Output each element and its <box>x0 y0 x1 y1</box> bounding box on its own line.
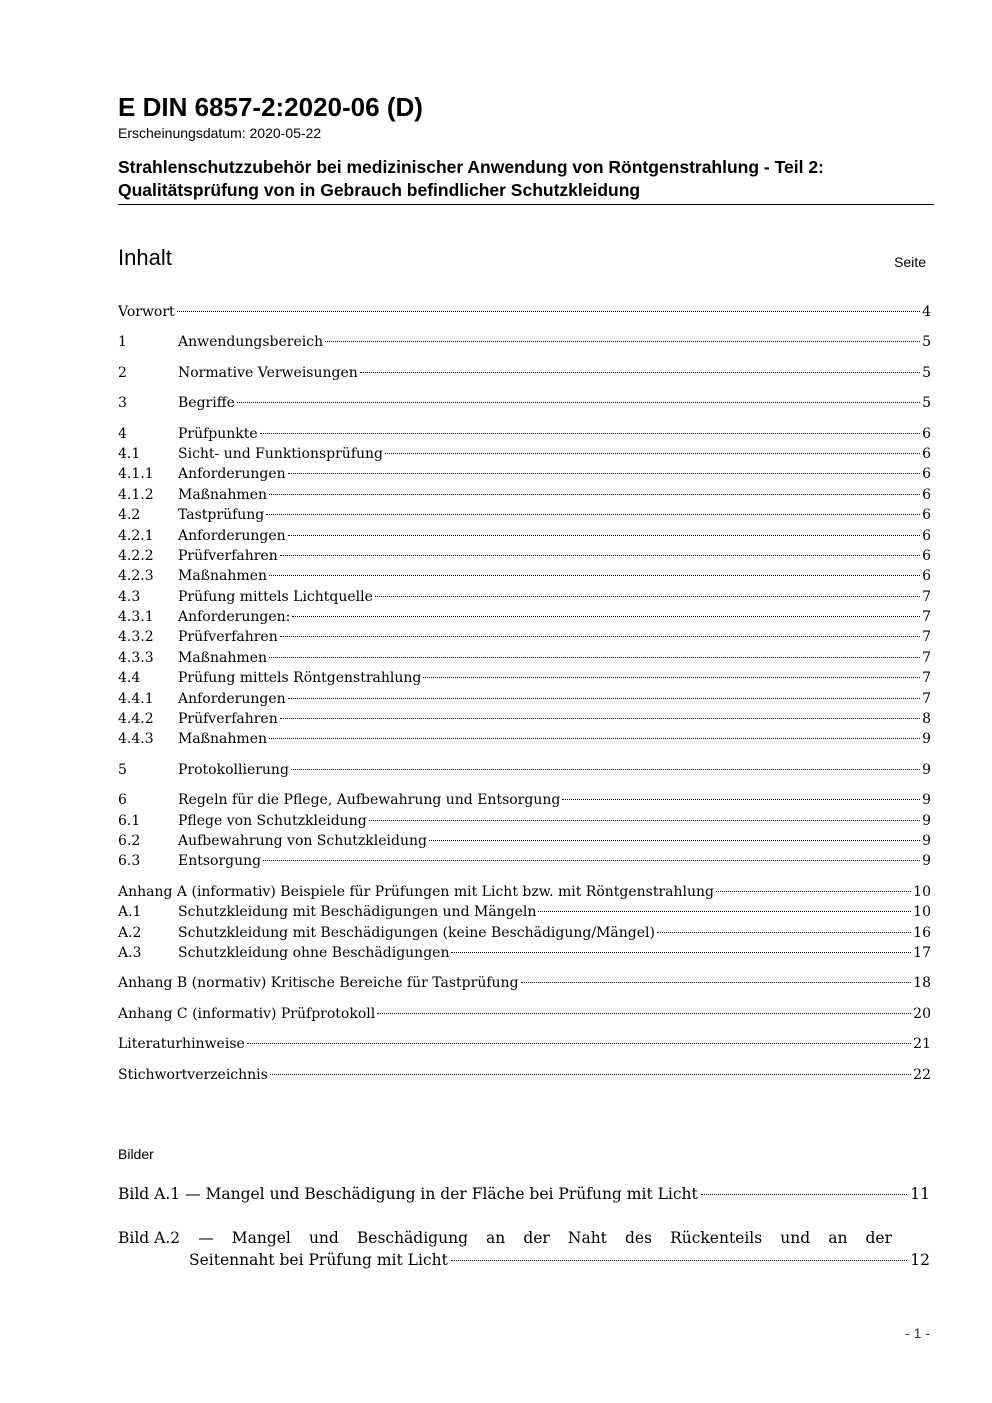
toc-entry-page: 5 <box>922 334 931 351</box>
dot-leader <box>369 820 920 821</box>
dot-leader <box>288 473 920 474</box>
dot-leader <box>562 799 920 800</box>
toc-entry-page: 6 <box>922 425 931 442</box>
toc-entry-title: Anforderungen <box>178 527 286 544</box>
toc-heading: Inhalt <box>118 245 172 270</box>
toc-entry-page: 17 <box>913 944 931 961</box>
toc-entry[interactable] <box>118 526 931 546</box>
toc-entry[interactable] <box>118 1034 931 1054</box>
toc-entry-title: Anhang B (normativ) Kritische Bereiche für Tastprüfung <box>118 975 519 992</box>
figure-title-word: Rückenteils <box>670 1229 763 1247</box>
toc-entry[interactable] <box>118 505 931 525</box>
toc-entry-page: 5 <box>922 395 931 412</box>
figure-title-word: Naht <box>567 1229 607 1247</box>
toc-entry-number: 4.2.3 <box>118 568 154 585</box>
toc-entry[interactable] <box>118 1004 931 1024</box>
figure-title: Bild A.1 — Mangel und Beschädigung in der Fläche bei Prüfung mit Licht <box>118 1185 698 1203</box>
toc-entry-title: Entsorgung <box>178 853 262 870</box>
dot-leader <box>270 1074 911 1075</box>
dot-leader <box>325 341 920 342</box>
toc-entry-number: 4.4.3 <box>118 731 154 748</box>
dot-leader <box>237 402 920 403</box>
toc-entry-number: 4 <box>118 425 127 442</box>
figure-title-word: der <box>523 1229 550 1247</box>
toc-entry-page: 7 <box>922 588 931 605</box>
toc-entry[interactable] <box>118 943 931 963</box>
toc-entry-title: Anforderungen <box>178 690 286 707</box>
toc-entry[interactable] <box>118 811 931 831</box>
toc-page-column-label: Seite <box>894 254 926 270</box>
toc-entry[interactable] <box>118 882 931 902</box>
toc-entry-title: Stichwortverzeichnis <box>118 1066 268 1083</box>
figure-entry[interactable] <box>118 1183 930 1205</box>
toc-entry-page: 7 <box>922 649 931 666</box>
toc-header <box>118 245 926 275</box>
toc-entry-page: 7 <box>922 670 931 687</box>
toc-entry-page: 16 <box>913 924 931 941</box>
dot-leader <box>269 738 920 739</box>
toc-entry-page: 6 <box>922 486 931 503</box>
toc-entry-page: 6 <box>922 568 931 585</box>
toc-entry-number: 4.4.2 <box>118 711 154 728</box>
dot-leader <box>269 657 920 658</box>
dot-leader <box>280 555 920 556</box>
toc-entry-page: 10 <box>913 883 931 900</box>
toc-entry[interactable] <box>118 464 931 484</box>
toc-entry[interactable] <box>118 831 931 851</box>
toc-entry-number: 4.2.1 <box>118 527 154 544</box>
toc-entry-title: Protokollierung <box>178 761 289 778</box>
dot-leader <box>451 1260 907 1261</box>
figure-page: 12 <box>910 1251 930 1269</box>
document-header <box>118 92 934 205</box>
toc-entry[interactable] <box>118 689 931 709</box>
figure-title-word: Mangel <box>231 1229 291 1247</box>
toc-entry-page: 10 <box>913 904 931 921</box>
dot-leader <box>292 616 920 617</box>
toc-entry-page: 4 <box>922 304 931 320</box>
toc-entry-number: 4.2.2 <box>118 547 154 564</box>
figure-page: 11 <box>910 1185 930 1203</box>
toc-entry-title: Prüfpunkte <box>178 425 258 442</box>
toc-entry-title: Prüfverfahren <box>178 711 278 728</box>
dot-leader <box>263 860 920 861</box>
toc-entry[interactable] <box>118 363 931 383</box>
toc-entry[interactable] <box>118 424 931 444</box>
dot-leader <box>269 575 920 576</box>
toc-entry-number: 4.1.1 <box>118 466 154 483</box>
toc-entry-number: 6.1 <box>118 812 141 829</box>
toc-entry-title: Prüfung mittels Lichtquelle <box>178 588 373 605</box>
toc-entry-number: 5 <box>118 761 127 778</box>
toc-entry-number: 4.2 <box>118 507 141 524</box>
toc-entry-number: 4.1 <box>118 445 141 462</box>
toc-entry-title: Anhang A (informativ) Beispiele für Prüfungen mit Licht bzw. mit Röntgenstrahlung <box>118 883 714 900</box>
toc-entry-title: Literaturhinweise <box>118 1036 245 1053</box>
figure-title-word: an <box>486 1229 506 1247</box>
toc-entry-title: Schutzkleidung mit Beschädigungen und Mängeln <box>178 904 537 921</box>
dot-leader <box>260 433 920 434</box>
toc-entry-title: Aufbewahrung von Schutzkleidung <box>178 832 427 849</box>
dot-leader <box>538 911 911 912</box>
toc-entry-title: Schutzkleidung mit Beschädigungen (keine Beschädigung/Mängel) <box>178 924 655 941</box>
toc-entry[interactable] <box>118 760 931 780</box>
toc-entry[interactable] <box>118 332 931 352</box>
toc-entry-title: Prüfung mittels Röntgenstrahlung <box>178 670 422 687</box>
figure-title-word: und <box>308 1229 339 1247</box>
toc-entry[interactable] <box>118 607 931 627</box>
toc-entry[interactable] <box>118 546 931 566</box>
toc-entry-number: 4.4.1 <box>118 690 154 707</box>
dot-leader <box>177 311 920 312</box>
toc-entry[interactable] <box>118 485 931 505</box>
toc-entry[interactable] <box>118 444 931 464</box>
toc-entry-number: 6.2 <box>118 832 141 849</box>
toc-entry-title: Prüfverfahren <box>178 547 278 564</box>
toc-entry-title: Maßnahmen <box>178 649 267 666</box>
dot-leader <box>377 1013 911 1014</box>
figure-title-word: der <box>865 1229 892 1247</box>
toc-entry-page: 6 <box>922 527 931 544</box>
toc-entry[interactable] <box>118 627 931 647</box>
figure-title-word: — <box>198 1229 214 1247</box>
toc-entry-number: 4.1.2 <box>118 486 154 503</box>
dot-leader <box>451 952 911 953</box>
dot-leader <box>247 1043 911 1044</box>
toc-entry-title: Maßnahmen <box>178 731 267 748</box>
toc-entry-page: 22 <box>913 1066 931 1083</box>
toc-entry-title: Anforderungen: <box>178 609 291 626</box>
toc-entry-number: 4.3.2 <box>118 629 154 646</box>
toc-entry[interactable] <box>118 393 931 413</box>
dot-leader <box>280 636 920 637</box>
toc-entry-number: A.1 <box>118 904 142 921</box>
toc-entry[interactable] <box>118 790 931 810</box>
page-number: - 1 - <box>905 1325 930 1341</box>
dot-leader <box>423 677 920 678</box>
toc-entry-page: 18 <box>913 975 931 992</box>
toc-entry[interactable] <box>118 668 931 688</box>
dot-leader <box>375 596 920 597</box>
toc-entry-title: Vorwort <box>118 304 175 320</box>
toc-entry-title: Sicht- und Funktionsprüfung <box>178 445 383 462</box>
figure-title-word: an <box>828 1229 848 1247</box>
figure-title-line-2: Seitennaht bei Prüfung mit Licht <box>189 1251 448 1269</box>
toc-entry[interactable] <box>118 923 931 943</box>
figure-title-word: des <box>624 1229 653 1247</box>
toc-entry-page: 8 <box>922 711 931 728</box>
dot-leader <box>280 718 920 719</box>
dot-leader <box>429 840 920 841</box>
toc-entry-page: 9 <box>922 812 931 829</box>
toc-entry-title: Tastprüfung <box>178 507 265 524</box>
toc-entry-title: Normative Verweisungen <box>178 364 358 381</box>
figure-title-word: und <box>780 1229 811 1247</box>
toc-entry[interactable] <box>118 302 931 322</box>
publication-date: Erscheinungsdatum: 2020-05-22 <box>118 125 322 141</box>
toc-entry[interactable] <box>118 587 931 607</box>
toc-entry-title: Begriffe <box>178 395 235 412</box>
figures-heading: Bilder <box>118 1146 154 1162</box>
toc-entry-number: A.3 <box>118 944 142 961</box>
toc-entry[interactable] <box>118 851 931 871</box>
document-title: Strahlenschutzzubehör bei medizinischer Anwendung von Röntgenstrahlung - Teil 2: Qualitätsprüfung von in Gebrauch befindlicher Schutzkleidung <box>118 156 934 205</box>
toc-entry-page: 6 <box>922 445 931 462</box>
dot-leader <box>521 982 912 983</box>
toc-entry-number: 4.3.1 <box>118 609 154 626</box>
dot-leader <box>360 372 920 373</box>
toc-entry-title: Regeln für die Pflege, Aufbewahrung und Entsorgung <box>178 792 561 809</box>
toc-entry-page: 21 <box>913 1036 931 1053</box>
dot-leader <box>291 769 920 770</box>
toc-entry-number: 6 <box>118 792 127 809</box>
toc-entry-number: 6.3 <box>118 853 141 870</box>
toc-entry[interactable] <box>118 566 931 586</box>
toc-entry[interactable] <box>118 709 931 729</box>
toc-entry-page: 7 <box>922 629 931 646</box>
toc-entry-number: 3 <box>118 395 127 412</box>
toc-entry-page: 5 <box>922 364 931 381</box>
toc-entry-page: 9 <box>922 853 931 870</box>
toc-entry-title: Schutzkleidung ohne Beschädigungen <box>178 944 450 961</box>
toc-entry-page: 7 <box>922 609 931 626</box>
figure-title-line-1 <box>118 1227 892 1249</box>
toc-entry-title: Anwendungsbereich <box>178 334 324 351</box>
toc-entry-page: 9 <box>922 731 931 748</box>
toc-entry-number: 4.3.3 <box>118 649 154 666</box>
toc-entry-number: 2 <box>118 364 127 381</box>
figure-title-word: Beschädigung <box>356 1229 468 1247</box>
toc-entry[interactable] <box>118 1065 931 1085</box>
toc-entry-page: 9 <box>922 761 931 778</box>
toc-entry[interactable] <box>118 902 931 922</box>
dot-leader <box>385 453 920 454</box>
toc-entry-page: 6 <box>922 547 931 564</box>
dot-leader <box>266 514 920 515</box>
dot-leader <box>269 494 920 495</box>
toc-entry-page: 9 <box>922 832 931 849</box>
toc-entry-title: Anforderungen <box>178 466 286 483</box>
toc-entry-page: 20 <box>913 1005 931 1022</box>
document-id: E DIN 6857-2:2020-06 (D) <box>118 92 423 122</box>
dot-leader <box>288 698 920 699</box>
toc-entry-number: 4.4 <box>118 670 141 687</box>
toc-entry[interactable] <box>118 648 931 668</box>
toc-entry-page: 6 <box>922 507 931 524</box>
table-of-contents <box>118 302 931 1085</box>
toc-entry[interactable] <box>118 973 931 993</box>
toc-entry-number: 1 <box>118 334 127 351</box>
figure-list <box>118 1183 930 1271</box>
toc-entry-title: Anhang C (informativ) Prüfprotokoll <box>118 1005 376 1022</box>
figure-entry[interactable] <box>118 1227 930 1271</box>
dot-leader <box>716 891 911 892</box>
toc-entry-title: Pflege von Schutzkleidung <box>178 812 367 829</box>
toc-entry-page: 9 <box>922 792 931 809</box>
toc-entry-page: 6 <box>922 466 931 483</box>
toc-entry-title: Prüfverfahren <box>178 629 278 646</box>
toc-entry-number: A.2 <box>118 924 142 941</box>
figure-title-word: Bild A.2 <box>118 1229 181 1247</box>
toc-entry-title: Maßnahmen <box>178 568 267 585</box>
toc-entry[interactable] <box>118 729 931 749</box>
toc-entry-title: Maßnahmen <box>178 486 267 503</box>
toc-entry-number: 4.3 <box>118 588 141 605</box>
dot-leader <box>288 535 920 536</box>
dot-leader <box>657 932 911 933</box>
dot-leader <box>701 1194 908 1195</box>
toc-entry-page: 7 <box>922 690 931 707</box>
